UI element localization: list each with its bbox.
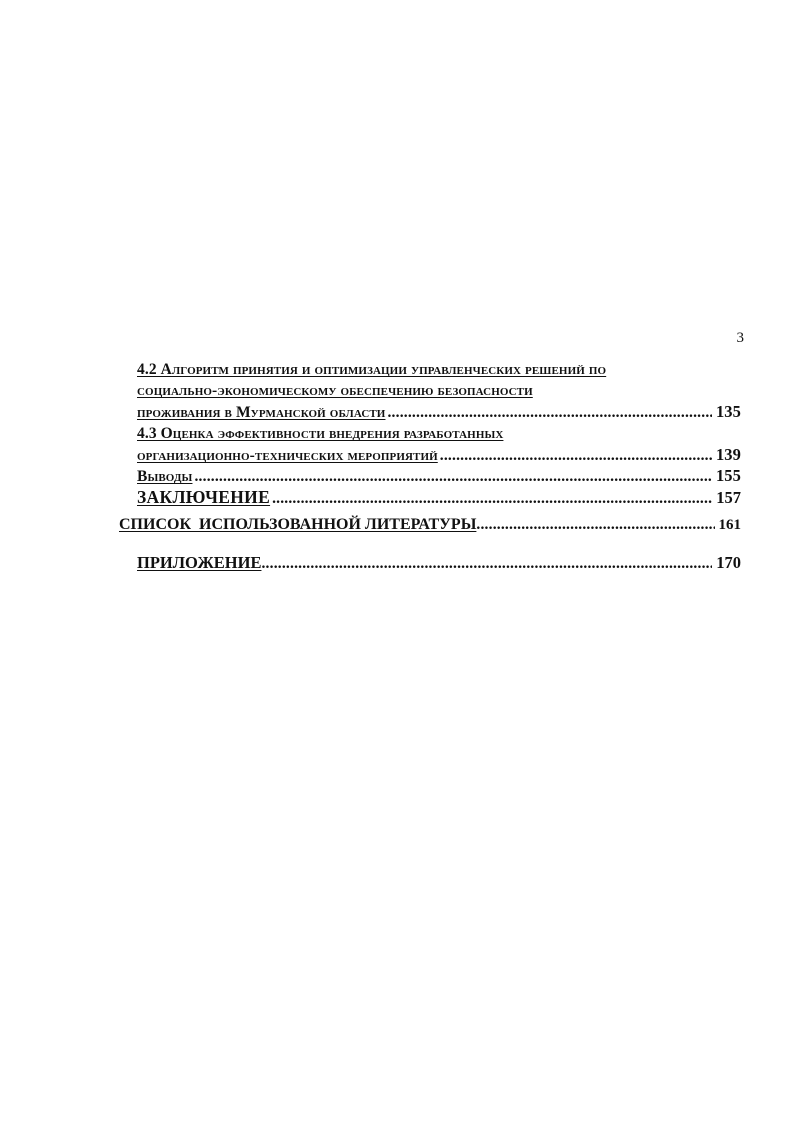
toc-entry-4-3-title-part-2: организационно-технических мероприятий — [137, 447, 438, 464]
toc-entry-4-2-page: 135 — [715, 402, 741, 421]
toc-entry-4-3-title-part-1: 4.3 Оценка эффективности внедрения разработанных — [137, 425, 504, 442]
toc-entry-4-2-title-part-1: 4.2 Алгоритм принятия и оптимизации управленческих решений по — [137, 361, 607, 378]
dot-leader — [387, 403, 711, 423]
toc-entry-4-2-line-1[interactable] — [137, 360, 741, 380]
dot-leader — [261, 554, 712, 574]
dot-leader — [440, 446, 712, 466]
toc-entry-bibliography[interactable] — [119, 515, 741, 535]
dot-leader — [476, 515, 714, 535]
dot-leader — [272, 489, 712, 509]
toc-entry-4-2-title-part-2: социально-экономическому обеспечению безопасности — [137, 382, 533, 399]
toc-entry-4-2-title-part-3: проживания в Мурманской области — [137, 404, 386, 421]
toc-entry-zaklyuchenie-page: 157 — [716, 488, 741, 507]
page-number: 3 — [736, 330, 744, 346]
toc-entry-conclusions[interactable] — [137, 466, 741, 486]
toc-entry-appendix-page: 170 — [716, 553, 741, 572]
toc-entry-appendix[interactable] — [137, 553, 741, 573]
toc-entry-zaklyuchenie[interactable] — [137, 487, 741, 507]
toc-entry-4-2-line-2[interactable] — [137, 381, 741, 401]
toc-entry-4-3-line-2[interactable] — [137, 445, 741, 465]
toc-entry-zaklyuchenie-title: ЗАКЛЮЧЕНИЕ — [137, 487, 271, 507]
toc-entry-conclusions-title: Выводы — [137, 468, 193, 485]
toc-entry-4-3-page: 139 — [715, 445, 741, 464]
toc-entry-4-3-line-1[interactable] — [137, 424, 741, 444]
toc-entry-4-2-line-3[interactable] — [137, 402, 741, 422]
toc-entry-bibliography-title: СПИСОК ИСПОЛЬЗОВАННОЙ ЛИТЕРАТУРЫ — [119, 516, 477, 533]
toc-entry-conclusions-page: 155 — [715, 466, 741, 485]
toc-entry-bibliography-page: 161 — [718, 517, 741, 533]
toc-entry-appendix-title: ПРИЛОЖЕНИЕ — [137, 553, 262, 572]
dot-leader — [194, 467, 711, 487]
